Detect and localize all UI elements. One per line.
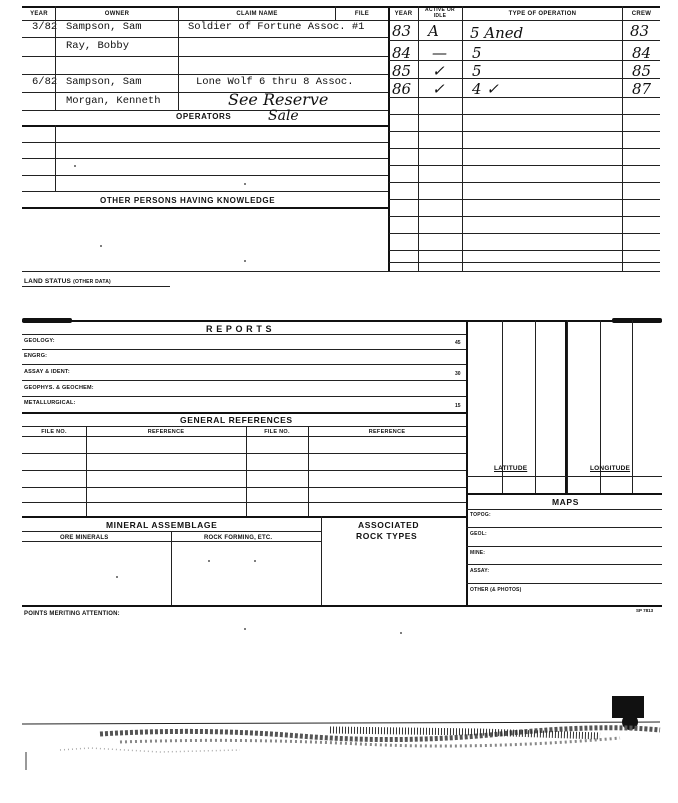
owner-entry-name-1: Sampson, Sam bbox=[66, 21, 142, 33]
activity-year-3: 85 bbox=[392, 62, 412, 80]
activity-crew-2: 84 bbox=[632, 44, 652, 62]
handwritten-operators-note: Sale bbox=[268, 108, 299, 124]
land-status-title: LAND STATUS bbox=[24, 278, 72, 285]
header-owner: OWNER bbox=[104, 11, 130, 17]
activity-type-1: 5 Aned bbox=[470, 24, 524, 42]
reports-title: R E P O R T S bbox=[206, 324, 273, 334]
maps-row-mine: MINE: bbox=[470, 550, 486, 556]
activity-active-2: — bbox=[432, 44, 447, 62]
mineral-assemblage-title: MINERAL ASSEMBLAGE bbox=[106, 520, 218, 530]
rock-forming-label: ROCK FORMING, ETC. bbox=[204, 535, 273, 541]
scan-artifact-band bbox=[0, 690, 678, 770]
report-row-geophys: GEOPHYS. & GEOCHEM: bbox=[24, 385, 94, 391]
activity-active-4: ✓ bbox=[432, 80, 445, 98]
report-row-metallurgical: METALLURGICAL: bbox=[24, 400, 76, 406]
activity-year-1: 83 bbox=[392, 22, 412, 40]
activity-type-2: 5 bbox=[472, 44, 482, 62]
header-type-of-operation: TYPE OF OPERATION bbox=[508, 11, 577, 17]
activity-type-3: 5 bbox=[472, 62, 482, 80]
land-status-label bbox=[24, 278, 111, 285]
handwritten-claim-note: See Reserve bbox=[228, 90, 329, 109]
owner-entry-claim-3: Lone Wolf 6 thru 8 Assoc. bbox=[196, 76, 354, 88]
genref-col-reference-1: REFERENCE bbox=[147, 429, 185, 435]
activity-crew-1: 83 bbox=[630, 22, 650, 40]
activity-year-4: 86 bbox=[392, 80, 412, 98]
header-file: FILE bbox=[354, 11, 370, 17]
longitude-label: LONGITUDE bbox=[590, 465, 631, 472]
activity-active-1: A bbox=[428, 22, 439, 40]
activity-year-2: 84 bbox=[392, 44, 412, 62]
operators-label: OPERATORS bbox=[176, 112, 232, 121]
general-references-title: GENERAL REFERENCES bbox=[180, 415, 293, 425]
owner-entry-date-3: 6/82 bbox=[32, 76, 58, 88]
genref-col-file-no-2: FILE NO. bbox=[264, 429, 290, 435]
owner-entry-name-2: Ray, Bobby bbox=[66, 40, 130, 52]
ore-minerals-label: ORE MINERALS bbox=[60, 535, 109, 541]
owner-entry-name-3: Sampson, Sam bbox=[66, 76, 142, 88]
maps-row-geol: GEOL: bbox=[470, 531, 487, 537]
form-code: SP 7813 bbox=[636, 608, 654, 613]
rock-types-label: ROCK TYPES bbox=[356, 531, 418, 541]
activity-active-3: ✓ bbox=[432, 62, 445, 80]
owner-entry-claim-1: Soldier of Fortune Assoc. #1 bbox=[188, 21, 365, 33]
report-num-geology: 45 bbox=[455, 340, 461, 346]
header-claim-name: CLAIM NAME bbox=[236, 11, 278, 17]
land-status-sub: (OTHER DATA) bbox=[73, 279, 111, 285]
maps-row-topog: TOPOG: bbox=[470, 512, 491, 518]
header-year: YEAR bbox=[30, 11, 48, 17]
activity-type-4: 4 ✓ bbox=[472, 80, 499, 98]
report-num-assay: 30 bbox=[455, 371, 461, 377]
header-active-idle: ACTIVE OR IDLE bbox=[425, 7, 455, 19]
other-persons-label: OTHER PERSONS HAVING KNOWLEDGE bbox=[100, 196, 276, 205]
points-meriting-attention-label: POINTS MERITING ATTENTION: bbox=[24, 611, 120, 617]
maps-title: MAPS bbox=[552, 497, 579, 507]
header-year-2: YEAR bbox=[394, 11, 413, 17]
genref-col-reference-2: REFERENCE bbox=[368, 429, 406, 435]
report-row-assay: ASSAY & IDENT: bbox=[24, 369, 70, 375]
maps-row-assay: ASSAY: bbox=[470, 568, 490, 574]
report-row-engrg: ENGRG: bbox=[24, 353, 48, 359]
report-row-geology: GEOLOGY: bbox=[24, 338, 55, 344]
maps-row-other: OTHER (& PHOTOS) bbox=[470, 587, 522, 593]
owner-entry-date-1: 3/82 bbox=[32, 21, 58, 33]
latitude-label: LATITUDE bbox=[494, 465, 528, 472]
activity-crew-3: 85 bbox=[632, 62, 652, 80]
genref-col-file-no-1: FILE NO. bbox=[41, 429, 67, 435]
associated-label: ASSOCIATED bbox=[358, 520, 420, 530]
activity-crew-4: 87 bbox=[632, 80, 652, 98]
header-crew: CREW bbox=[631, 11, 652, 17]
report-num-metallurgical: 15 bbox=[455, 403, 461, 409]
owner-entry-name-4: Morgan, Kenneth bbox=[66, 95, 161, 107]
